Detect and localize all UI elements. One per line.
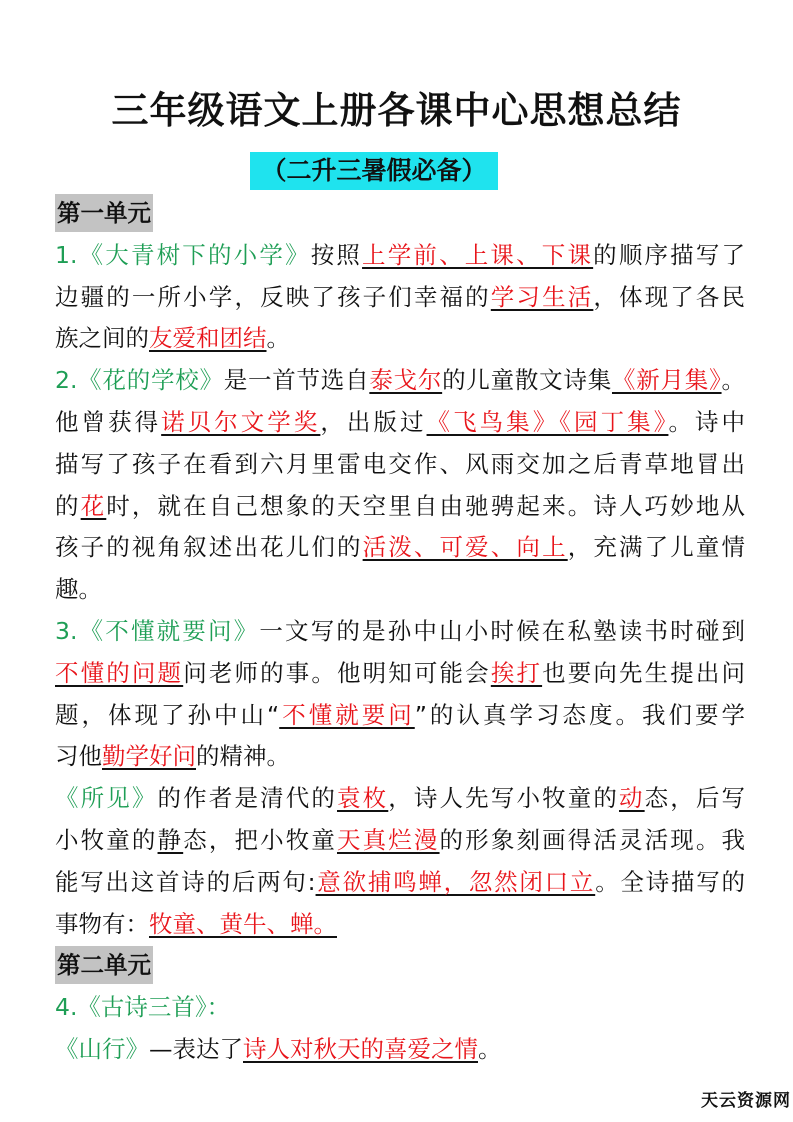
text-line xyxy=(55,569,745,611)
unit-heading xyxy=(55,945,745,987)
text-line xyxy=(55,778,745,820)
key-answer: 勤学好问 xyxy=(102,742,196,771)
body-text: 问老师的事。他明知可能会 xyxy=(183,658,491,687)
key-answer: 学习生活 xyxy=(490,282,594,311)
text-line xyxy=(55,862,745,904)
key-answer: 动 xyxy=(619,784,645,813)
body-text: ，充满了儿童情 xyxy=(567,533,745,562)
text-line xyxy=(55,360,745,402)
lesson-title: 《山行》 xyxy=(55,1034,149,1063)
body-text: 描写了孩子在看到六月里雷电交作、风雨交加之后青草地冒出 xyxy=(55,449,745,478)
unit-heading-label: 第一单元 xyxy=(55,194,153,232)
key-answer: 袁枚 xyxy=(337,784,389,813)
body-text: ，体现了各民 xyxy=(593,282,745,311)
body-text: 事物有： xyxy=(55,909,149,938)
body-text: 的儿童散文诗集 xyxy=(442,366,612,395)
key-answer: 《新月集》 xyxy=(611,366,722,395)
key-answer: 友爱和团结 xyxy=(149,324,267,353)
lesson-title: 2.《花的学校》 xyxy=(55,366,224,395)
key-answer: 挨打 xyxy=(490,658,543,687)
body-text: 是一首节选自 xyxy=(223,366,370,395)
subtitle-highlight: （二升三暑假必备） xyxy=(250,152,498,190)
body-text: 能写出这首诗的后两句: xyxy=(55,867,316,896)
body-text: 族之间的 xyxy=(55,324,149,353)
key-answer: 诗人对秋天的喜爱之情 xyxy=(243,1034,478,1063)
unit-heading xyxy=(55,193,745,235)
key-answer: 花 xyxy=(80,491,107,520)
body-text: 的形象刻画得活灵活现。我 xyxy=(439,825,745,854)
text-line xyxy=(55,444,745,486)
body-text: 孩子的视角叙述出花儿们的 xyxy=(55,533,363,562)
text-line xyxy=(55,904,745,946)
key-answer: 意欲捕鸣蝉，忽然闭口立 xyxy=(315,867,596,896)
text-line xyxy=(55,820,745,862)
text-line xyxy=(55,987,745,1029)
body-text: 也要向先生提出问 xyxy=(542,658,745,687)
key-answer: 《飞鸟集》《园丁集》 xyxy=(426,407,669,436)
lesson-title: 1.《大青树下的小学》 xyxy=(55,240,311,269)
text-line xyxy=(55,318,745,360)
page-title: 三年级语文上册各课中心思想总结 xyxy=(111,89,682,132)
text-line xyxy=(55,527,745,569)
body-text: 趣。 xyxy=(55,575,102,604)
body-text: 。 xyxy=(478,1034,502,1063)
body-text: 小牧童的 xyxy=(55,825,158,854)
lesson-title: 3.《不懂就要问》 xyxy=(55,616,260,645)
body-text: 的顺序描写了 xyxy=(593,240,745,269)
body-text: 习他 xyxy=(55,742,102,771)
document-body xyxy=(55,193,745,1071)
lesson-title: 《所见》 xyxy=(55,784,158,813)
lesson-title: 4.《古诗三首》： xyxy=(55,993,231,1022)
key-answer: 天真烂漫 xyxy=(337,825,440,854)
text-line xyxy=(55,611,745,653)
body-text: 的作者是清代的 xyxy=(157,784,337,813)
body-text: 的 xyxy=(55,491,81,520)
underlined-text: 静 xyxy=(157,825,184,854)
text-line xyxy=(55,736,745,778)
body-text: 一文写的是孙中山小时候在私塾读书时碰到 xyxy=(259,616,745,645)
body-text: 题，体现了孙中山“ xyxy=(55,700,280,729)
key-answer: 不懂就要问 xyxy=(279,700,415,729)
text-line xyxy=(55,653,745,695)
key-answer: 牧童、黄牛、蝉。 xyxy=(149,909,337,938)
body-text: ，出版过 xyxy=(320,407,427,436)
body-text: —表达了 xyxy=(149,1034,243,1063)
text-line xyxy=(55,402,745,444)
key-answer: 活泼、可爱、向上 xyxy=(362,533,568,562)
text-line xyxy=(55,1029,745,1071)
text-line xyxy=(55,695,745,737)
text-line xyxy=(55,277,745,319)
body-text: 。诗中 xyxy=(668,407,745,436)
body-text: 态，把小牧童 xyxy=(183,825,337,854)
body-text: 边疆的一所小学，反映了孩子们幸福的 xyxy=(55,282,491,311)
body-text: 他曾获得 xyxy=(55,407,162,436)
key-answer: 不懂的问题 xyxy=(55,658,184,687)
body-text: 的精神。 xyxy=(196,742,290,771)
body-text: 。 xyxy=(721,366,745,395)
key-answer: 诺贝尔文学奖 xyxy=(161,407,321,436)
unit-heading-label: 第二单元 xyxy=(55,946,153,984)
text-line xyxy=(55,486,745,528)
body-text: 。全诗描写的 xyxy=(595,867,745,896)
body-text: ，诗人先写小牧童的 xyxy=(388,784,619,813)
key-answer: 上学前、上课、下课 xyxy=(362,240,594,269)
text-line xyxy=(55,235,745,277)
body-text: 按照 xyxy=(310,240,363,269)
watermark: 天云资源网 xyxy=(701,1091,791,1111)
body-text: ”的认真学习态度。我们要学 xyxy=(414,700,745,729)
key-answer: 泰戈尔 xyxy=(369,366,443,395)
body-text: 态，后写 xyxy=(644,784,745,813)
body-text: 时，就在自己想象的天空里自由驰骋起来。诗人巧妙地从 xyxy=(106,491,745,520)
body-text: 。 xyxy=(266,324,290,353)
